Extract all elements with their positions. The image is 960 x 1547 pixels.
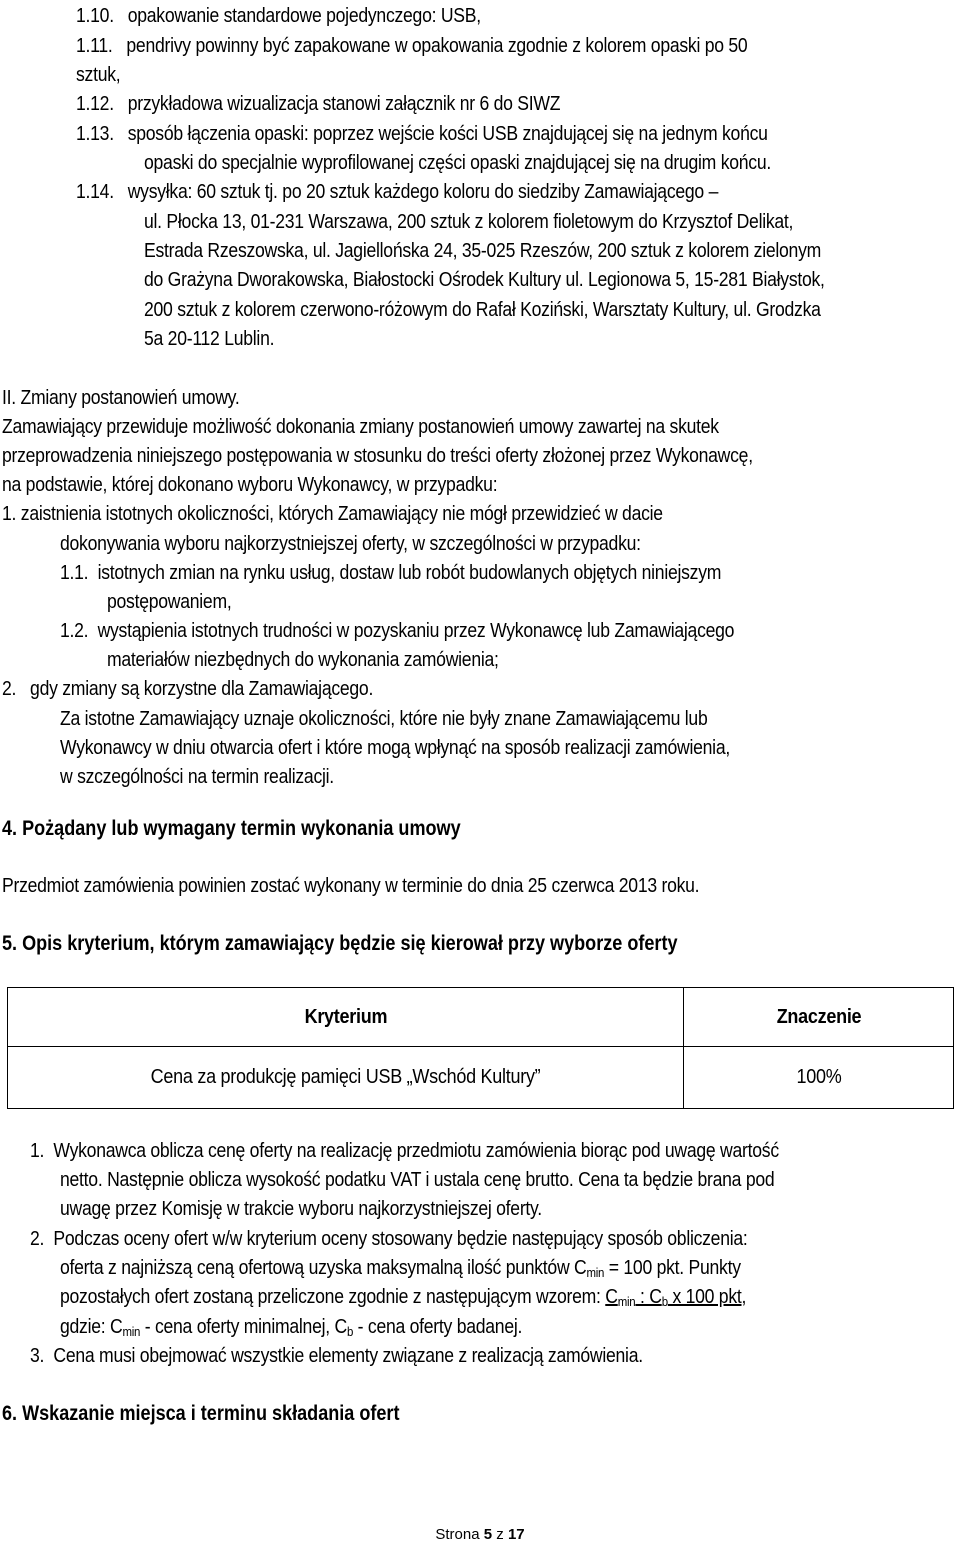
section-ii-point-2-cont: Wykonawcy w dniu otwarcia ofert i które mogą wpłynąć na sposób realizacji zamówienia,	[60, 737, 730, 759]
table-header-row	[8, 988, 954, 1047]
criteria-note-2-legend: gdzie: $C_{min}$ - cena oferty minimalnej, $C_b$ - cena oferty badanej.	[60, 1316, 523, 1339]
criteria-note-3: 3. Cena musi obejmować wszystkie elementy związane z realizacją zamówienia.	[30, 1345, 643, 1367]
criteria-note-2-cont: oferta z najniższą ceną ofertową uzyska maksymalną ilość punktów $C_{min} = 100$ pkt. Punkty	[60, 1257, 741, 1280]
criteria-note-2: 2. Podczas oceny ofert w/w kryterium oceny stosowany będzie następujący sposób obliczenia:	[30, 1228, 748, 1250]
page-footer: Strona 5 z 17	[435, 1526, 525, 1543]
section-ii-title: II. Zmiany postanowień umowy.	[2, 387, 240, 409]
criteria-note-1-cont: netto. Następnie oblicza wysokość podatku VAT i ustala cenę brutto. Cena ta będzie brana pod	[60, 1169, 775, 1191]
table-row	[8, 1047, 954, 1109]
section-ii-point-1-2: 1.2. wystąpienia istotnych trudności w pozyskaniu przez Wykonawcę lub Zamawiającego	[60, 620, 735, 642]
section-ii-point-1-1: 1.1. istotnych zmian na rynku usług, dostaw lub robót budowlanych objętych niniejszym	[60, 562, 722, 584]
criteria-note-1: 1. Wykonawca oblicza cenę oferty na realizację przedmiotu zamówienia biorąc pod uwagę wartość	[30, 1140, 779, 1162]
criteria-note-1-cont: uwagę przez Komisję w trakcie wyboru najkorzystniejszej oferty.	[60, 1198, 542, 1220]
list-item-1-14-line: 5a 20-112 Lublin.	[144, 328, 275, 350]
section-4-text: Przedmiot zamówienia powinien zostać wykonany w terminie do dnia 25 czerwca 2013 roku.	[2, 875, 700, 897]
list-item-1-14-line: Estrada Rzeszowska, ul. Jagiellońska 24, 35-025 Rzeszów, 200 sztuk z kolorem zielonym	[144, 240, 822, 262]
section-ii-point-2-cont: w szczególności na termin realizacji.	[60, 766, 334, 788]
criteria-note-2-formula-line: pozostałych ofert zostaną przeliczone zgodnie z następującym wzorem: $C_{min}$ : $C_b$ x 100 pkt,	[60, 1286, 747, 1309]
scoring-formula: $C_{min}$ : $C_b$ x 100 pkt	[605, 1286, 742, 1309]
list-item-1-14-line: do Grażyna Dworakowska, Białostocki Ośrodek Kultury ul. Legionowa 5, 15-281 Białystok,	[144, 269, 825, 291]
total-pages: 17	[507, 1526, 525, 1543]
list-item-1-14: 1.14. wysyłka: 60 sztuk tj. po 20 sztuk każdego koloru do siedziby Zamawiającego –	[76, 181, 719, 203]
table-header-cell: Znaczenie	[684, 988, 954, 1047]
section-ii-intro-line: Zamawiający przewiduje możliwość dokonania zmiany postanowień umowy zawartej na skutek	[2, 416, 719, 438]
current-page-number: 5	[483, 1526, 493, 1543]
section-ii-point-2: 2. gdy zmiany są korzystne dla Zamawiającego.	[2, 678, 374, 700]
list-item-1-11-cont: sztuk,	[76, 64, 121, 86]
criteria-table	[7, 987, 954, 1109]
section-ii-point-1-cont: dokonywania wyboru najkorzystniejszej oferty, w szczególności w przypadku:	[60, 533, 641, 555]
section-6-heading: 6. Wskazanie miejsca i terminu składania ofert	[2, 1402, 400, 1425]
table-cell: 100%	[684, 1047, 954, 1109]
section-ii-point-1-2-cont: materiałów niezbędnych do wykonania zamówienia;	[107, 649, 499, 671]
table-header-cell: Kryterium	[8, 988, 684, 1047]
section-ii-point-1-1-cont: postępowaniem,	[107, 591, 232, 613]
list-item-1-10: 1.10. opakowanie standardowe pojedynczego: USB,	[76, 5, 481, 27]
list-item-1-14-line: ul. Płocka 13, 01-231 Warszawa, 200 sztuk z kolorem fioletowym do Krzysztof Delikat,	[144, 211, 794, 233]
list-item-1-13: 1.13. sposób łączenia opaski: poprzez wejście kości USB znajdującej się na jednym końcu	[76, 123, 768, 145]
table-cell: Cena za produkcję pamięci USB „Wschód Kultury”	[8, 1047, 684, 1109]
section-5-heading: 5. Opis kryterium, którym zamawiający będzie się kierował przy wyborze oferty	[2, 932, 678, 955]
section-ii-point-2-cont: Za istotne Zamawiający uznaje okoliczności, które nie były znane Zamawiającemu lub	[60, 708, 708, 730]
section-4-heading: 4. Pożądany lub wymagany termin wykonania umowy	[2, 817, 461, 840]
list-item-1-14-line: 200 sztuk z kolorem czerwono-różowym do Rafał Koziński, Warsztaty Kultury, ul. Grodzka	[144, 299, 821, 321]
list-item-1-13-cont: opaski do specjalnie wyprofilowanej części opaski znajdującej się na drugim końcu.	[144, 152, 771, 174]
list-item-1-11: 1.11. pendrivy powinny być zapakowane w opakowania zgodnie z kolorem opaski po 50	[76, 35, 748, 57]
section-ii-intro-line: na podstawie, której dokonano wyboru Wykonawcy, w przypadku:	[2, 474, 498, 496]
section-ii-intro-line: przeprowadzenia niniejszego postępowania w stosunku do treści oferty złożonej przez Wykonawcę,	[2, 445, 753, 467]
list-item-1-12: 1.12. przykładowa wizualizacja stanowi załącznik nr 6 do SIWZ	[76, 93, 561, 115]
section-ii-point-1: 1. zaistnienia istotnych okoliczności, których Zamawiający nie mógł przewidzieć w dacie	[2, 503, 663, 525]
